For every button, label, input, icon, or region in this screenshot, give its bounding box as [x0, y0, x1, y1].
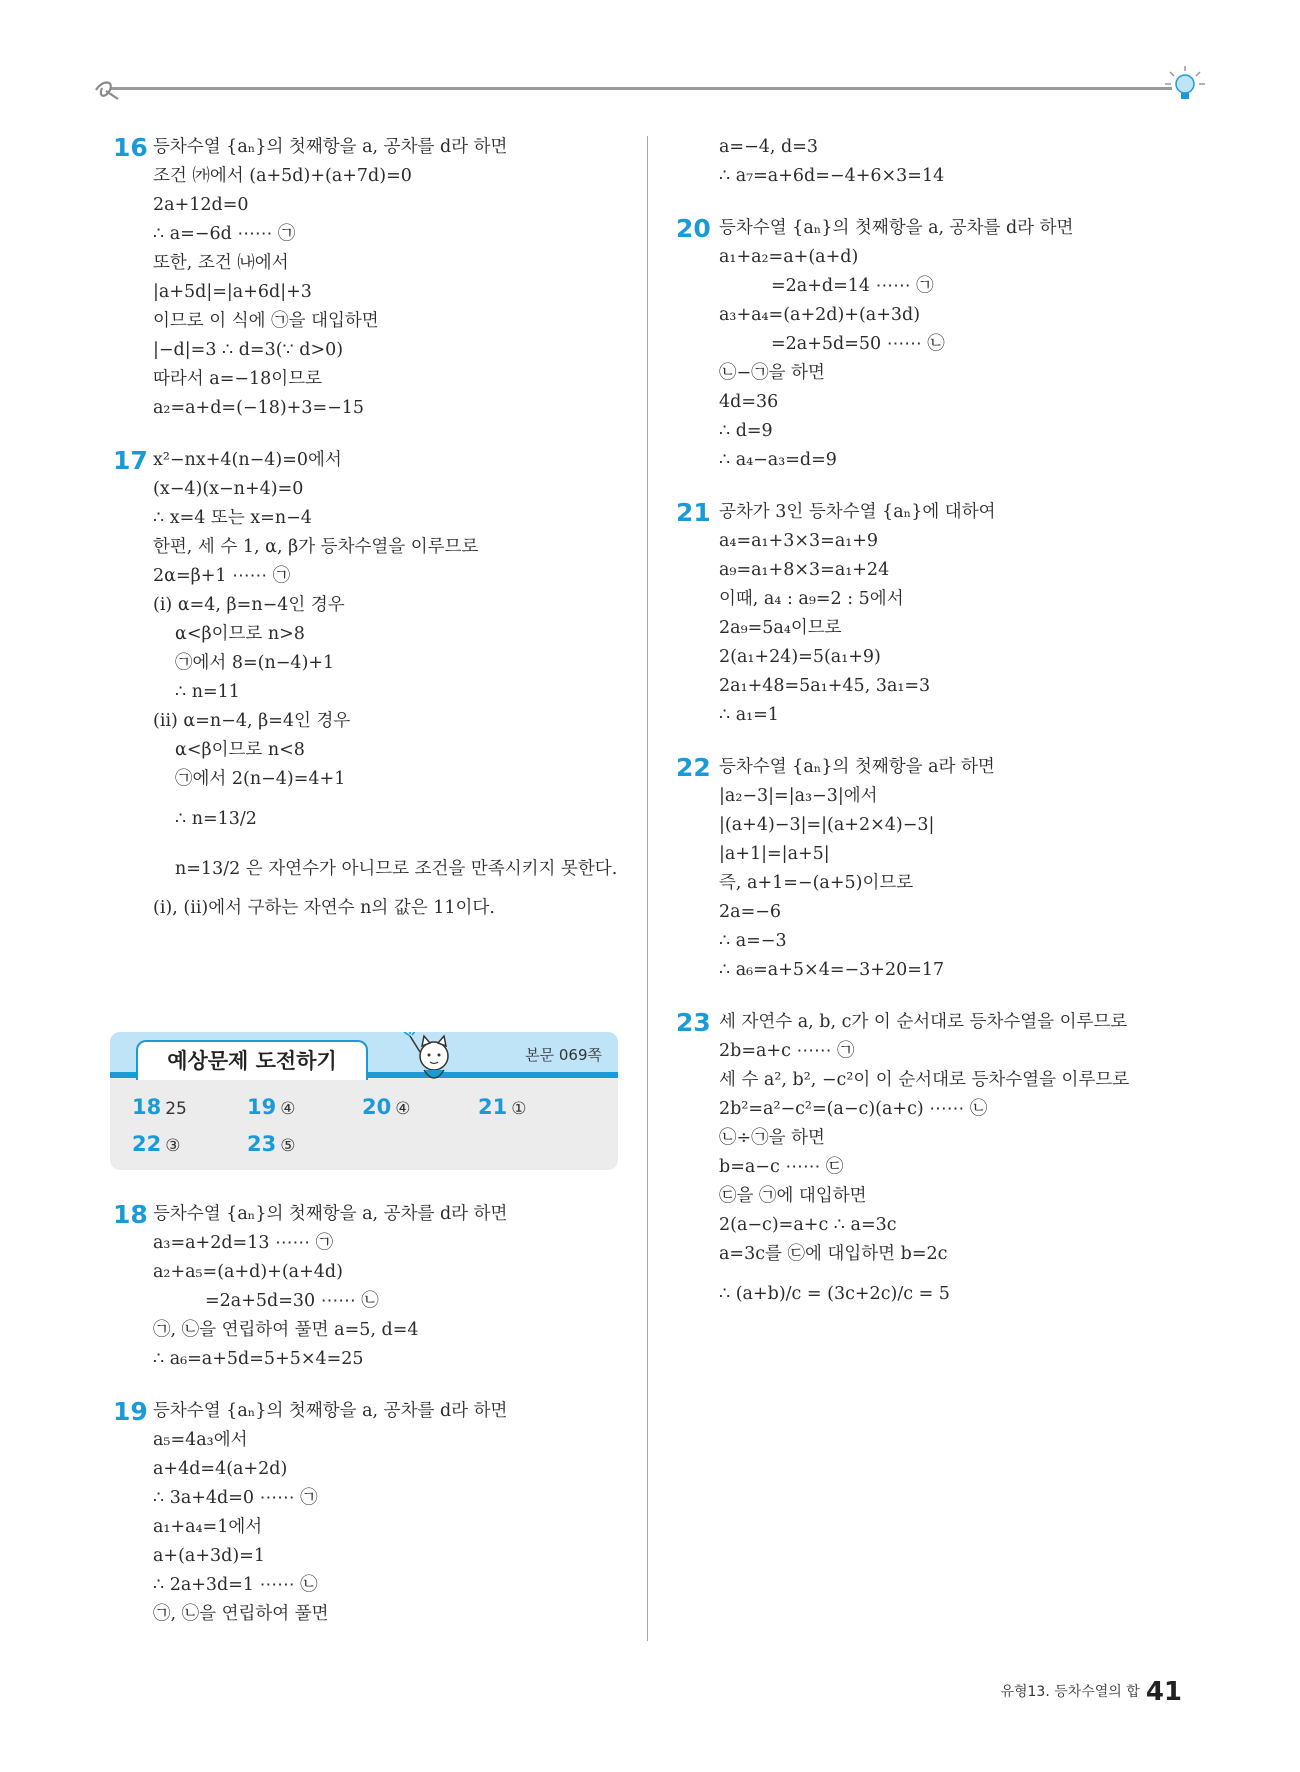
header-rule: [110, 87, 1172, 90]
solution-line: 2b²=a²−c²=(a−c)(a+c) ⋯⋯ ㉡: [719, 1099, 988, 1119]
answer-value: ④: [395, 1099, 411, 1119]
solution-line: α<β이므로 n>8: [175, 624, 305, 644]
solution-line: a₉=a₁+8×3=a₁+24: [719, 560, 890, 580]
solution-line: |a₂−3|=|a₃−3|에서: [719, 786, 878, 806]
solution-line: ∴ 2a+3d=1 ⋯⋯ ㉡: [153, 1575, 318, 1595]
solution-line: x²−nx+4(n−4)=0에서: [153, 450, 342, 470]
box-title: 예상문제 도전하기: [136, 1040, 368, 1080]
problem-18: [113, 1200, 633, 1374]
solution-line: 이므로 이 식에 ㉠을 대입하면: [153, 311, 379, 331]
solution-line: (ⅰ), (ⅱ)에서 구하는 자연수 n의 값은 11이다.: [153, 898, 495, 918]
solution-line: 또한, 조건 ㈏에서: [153, 253, 289, 273]
problem-23: [676, 1008, 1196, 1319]
solution-line: ㉠, ㉡을 연립하여 풀면 a=5, d=4: [153, 1320, 419, 1340]
solution-line: ㉡−㉠을 하면: [719, 363, 825, 383]
solution-line: ∴ d=9: [719, 421, 773, 441]
solution-line: 2α=β+1 ⋯⋯ ㉠: [153, 566, 291, 586]
solution-line: (ⅰ) α=4, β=n−4인 경우: [153, 595, 345, 615]
solution-line: ㉠에서 8=(n−4)+1: [175, 653, 335, 673]
solution-line: 등차수열 {aₙ}의 첫째항을 a, 공차를 d라 하면: [719, 218, 1074, 238]
solution-line: a₁+a₂=a+(a+d): [719, 247, 859, 267]
answer-item: [132, 1095, 187, 1119]
solution-line: 2b=a+c ⋯⋯ ㉠: [719, 1041, 855, 1061]
answer-item: [362, 1095, 410, 1119]
answer-value: ⑤: [280, 1136, 296, 1156]
solution-line: 2(a−c)=a+c ∴ a=3c: [719, 1215, 897, 1235]
solution-line: 2a₁+48=5a₁+45, 3a₁=3: [719, 676, 931, 696]
solution-line: ∴ a₇=a+6d=−4+6×3=14: [719, 166, 945, 186]
solution-line: 등차수열 {aₙ}의 첫째항을 a라 하면: [719, 757, 995, 777]
solution-line: ㉠, ㉡을 연립하여 풀면: [153, 1604, 329, 1624]
problem-20: [676, 214, 1196, 475]
solution-line: b=a−c ⋯⋯ ㉢: [719, 1157, 844, 1177]
solution-line: ∴ 3a+4d=0 ⋯⋯ ㉠: [153, 1488, 318, 1508]
problem-21: [676, 498, 1196, 730]
solution-line: 2(a₁+24)=5(a₁+9): [719, 647, 881, 667]
solution-line: ㉠에서 2(n−4)=4+1: [175, 769, 346, 789]
solution-line: a₂=a+d=(−18)+3=−15: [153, 398, 365, 418]
left-column: [113, 133, 633, 923]
solution-line: ∴ (a+b)/c = (3c+2c)/c = 5: [719, 1284, 950, 1304]
solution-line: ∴ n=13/2: [175, 809, 257, 829]
answer-value: 25: [165, 1099, 187, 1119]
solution-line: ∴ a₆=a+5d=5+5×4=25: [153, 1349, 364, 1369]
solution-line: a₃=a+2d=13 ⋯⋯ ㉠: [153, 1233, 334, 1253]
solution-line: =2a+5d=30 ⋯⋯ ㉡: [205, 1291, 379, 1311]
solution-line: |−d|=3 ∴ d=3(∵ d>0): [153, 340, 344, 360]
solution-line: a₁+a₄=1에서: [153, 1517, 263, 1537]
answer-number: 20: [362, 1095, 392, 1119]
solution-line: 한편, 세 수 1, α, β가 등차수열을 이루므로: [153, 537, 479, 557]
problem-number: 21: [676, 498, 711, 527]
page-reference: 본문 069쪽: [525, 1046, 602, 1064]
problem-number: 22: [676, 753, 711, 782]
answer-number: 22: [132, 1132, 162, 1156]
solution-line: 등차수열 {aₙ}의 첫째항을 a, 공차를 d라 하면: [153, 137, 508, 157]
problem-19-continued: [676, 133, 1196, 191]
chapter-label: 유형13. 등차수열의 합: [1000, 1684, 1140, 1700]
solution-line: |a+5d|=|a+6d|+3: [153, 282, 312, 302]
problem-22: [676, 753, 1196, 985]
solution-line: 이때, a₄ : a₉=2 : 5에서: [719, 589, 904, 609]
right-column: [676, 133, 1196, 1319]
answer-number: 18: [132, 1095, 162, 1119]
answer-value: ④: [280, 1099, 296, 1119]
answer-value: ③: [165, 1136, 181, 1156]
solution-line: ∴ n=11: [175, 682, 240, 702]
solution-line: =2a+5d=50 ⋯⋯ ㉡: [771, 334, 945, 354]
solution-line: 세 수 a², b², −c²이 이 순서대로 등차수열을 이루므로: [719, 1070, 1130, 1090]
solution-line: ∴ a₁=1: [719, 705, 779, 725]
solution-line: a+(a+3d)=1: [153, 1546, 265, 1566]
problem-19: [113, 1397, 633, 1629]
solution-line: |a+1|=|a+5|: [719, 844, 830, 864]
solution-line: (x−4)(x−n+4)=0: [153, 479, 304, 499]
solution-line: 세 자연수 a, b, c가 이 순서대로 등차수열을 이루므로: [719, 1012, 1128, 1032]
page-footer: [1000, 1677, 1182, 1707]
ribbon-icon: [92, 78, 122, 102]
solution-line: n=13/2 은 자연수가 아니므로 조건을 만족시키지 못한다.: [175, 859, 618, 879]
solution-line: |(a+4)−3|=|(a+2×4)−3|: [719, 815, 935, 835]
solution-line: =2a+d=14 ⋯⋯ ㉠: [771, 276, 934, 296]
answer-item: [247, 1095, 295, 1119]
solution-line: a₄=a₁+3×3=a₁+9: [719, 531, 879, 551]
column-divider: [647, 136, 648, 1641]
problem-number: 19: [113, 1397, 148, 1426]
solution-line: a+4d=4(a+2d): [153, 1459, 288, 1479]
solution-line: 등차수열 {aₙ}의 첫째항을 a, 공차를 d라 하면: [153, 1204, 508, 1224]
answer-item: [478, 1095, 526, 1119]
problem-number: 23: [676, 1008, 711, 1037]
solution-line: 조건 ㈎에서 (a+5d)+(a+7d)=0: [153, 166, 412, 186]
solution-line: 즉, a+1=−(a+5)이므로: [719, 873, 914, 893]
page-number: 41: [1145, 1677, 1182, 1707]
answer-item: [247, 1132, 295, 1156]
solution-line: 4d=36: [719, 392, 779, 412]
solution-line: 2a=−6: [719, 902, 782, 922]
problem-number: 18: [113, 1200, 148, 1229]
lightbulb-icon: [1162, 62, 1208, 104]
preview-answers-box: [110, 1032, 618, 1170]
solution-line: ∴ a₄−a₃=d=9: [719, 450, 837, 470]
answer-number: 23: [247, 1132, 277, 1156]
solution-line: 공차가 3인 등차수열 {aₙ}에 대하여: [719, 502, 996, 522]
cat-mascot-icon: [400, 1032, 470, 1098]
answer-value: ①: [511, 1099, 527, 1119]
answer-number: 21: [478, 1095, 508, 1119]
solution-line: a₃+a₄=(a+2d)+(a+3d): [719, 305, 921, 325]
solution-line: ∴ a=−3: [719, 931, 787, 951]
left-column-lower: [113, 1200, 633, 1629]
solution-line: ∴ a=−6d ⋯⋯ ㉠: [153, 224, 296, 244]
solution-line: 등차수열 {aₙ}의 첫째항을 a, 공차를 d라 하면: [153, 1401, 508, 1421]
answer-number: 19: [247, 1095, 277, 1119]
solution-line: 2a₉=5a₄이므로: [719, 618, 842, 638]
solution-line: ∴ a₆=a+5×4=−3+20=17: [719, 960, 945, 980]
problem-17: [113, 446, 633, 923]
solution-line: ㉢을 ㉠에 대입하면: [719, 1186, 867, 1206]
solution-line: 따라서 a=−18이므로: [153, 369, 323, 389]
solution-line: 2a+12d=0: [153, 195, 249, 215]
solution-line: a=3c를 ㉢에 대입하면 b=2c: [719, 1244, 948, 1264]
solution-line: a₂+a₅=(a+d)+(a+4d): [153, 1262, 343, 1282]
solution-line: a=−4, d=3: [719, 137, 819, 157]
problem-16: [113, 133, 633, 423]
solution-line: ∴ x=4 또는 x=n−4: [153, 508, 312, 528]
solution-line: α<β이므로 n<8: [175, 740, 305, 760]
answer-item: [132, 1132, 180, 1156]
solution-line: (ⅱ) α=n−4, β=4인 경우: [153, 711, 351, 731]
solution-line: a₅=4a₃에서: [153, 1430, 248, 1450]
problem-number: 16: [113, 133, 148, 162]
problem-number: 20: [676, 214, 711, 243]
solution-line: ㉡÷㉠을 하면: [719, 1128, 825, 1148]
problem-number: 17: [113, 446, 148, 475]
